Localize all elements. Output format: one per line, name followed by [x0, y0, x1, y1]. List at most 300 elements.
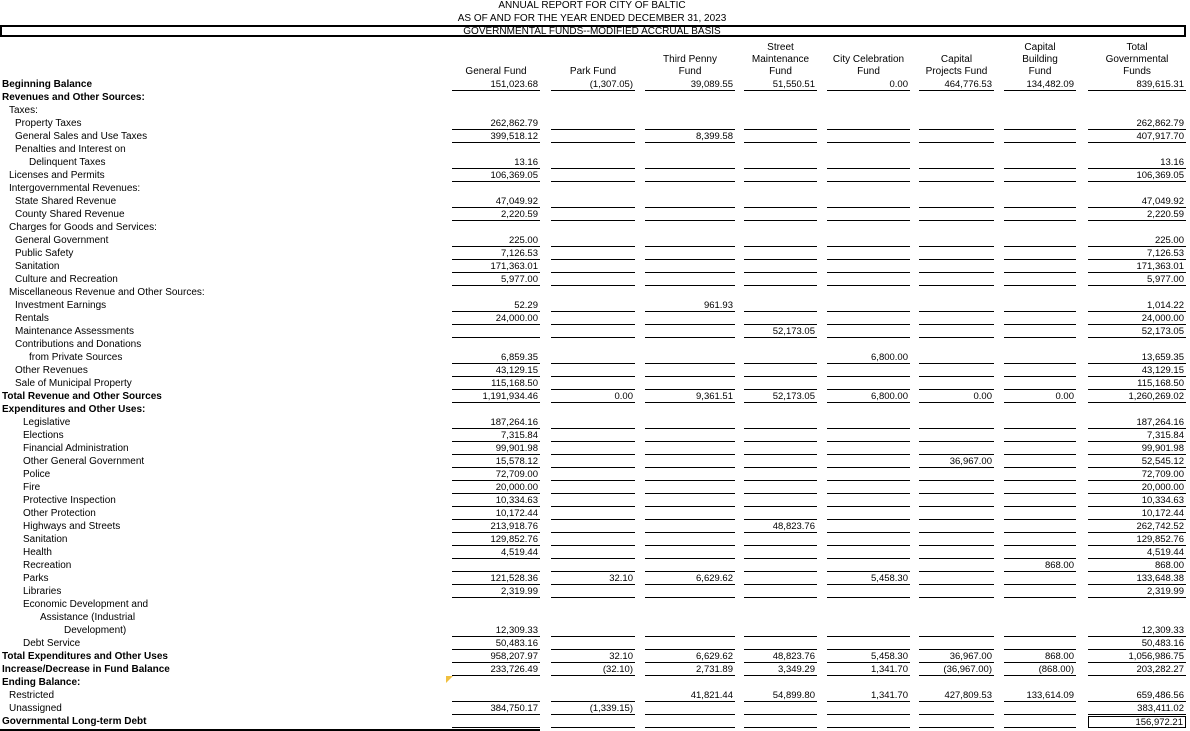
value-cell [645, 534, 735, 546]
column-header-line: Fund [1028, 66, 1052, 77]
value-cell [827, 560, 910, 572]
value-cell [919, 573, 994, 585]
value-cell: 0.00 [551, 391, 635, 403]
value-cell: (1,307.05) [551, 79, 635, 91]
value-cell [1004, 703, 1076, 715]
value-cell [827, 417, 910, 429]
value-cell [827, 313, 910, 325]
value-cell: 225.00 [1088, 235, 1186, 247]
value-cell [827, 716, 910, 728]
value-cell [827, 508, 910, 520]
value-cell: 7,126.53 [452, 248, 540, 260]
row-label: Public Safety [15, 248, 74, 259]
value-cell [551, 378, 635, 390]
value-cell: 6,629.62 [645, 651, 735, 663]
row-label: Intergovernmental Revenues: [9, 183, 141, 194]
row-label: Culture and Recreation [15, 274, 118, 285]
value-cell: 47,049.92 [452, 196, 540, 208]
value-cell: 399,518.12 [452, 131, 540, 143]
row-label: Other Revenues [15, 365, 88, 376]
value-cell [827, 625, 910, 637]
value-cell [919, 430, 994, 442]
value-cell [827, 430, 910, 442]
value-cell [551, 716, 635, 728]
value-cell [827, 365, 910, 377]
value-cell [744, 534, 817, 546]
value-cell [645, 508, 735, 520]
column-header-line: Building [1022, 54, 1058, 65]
value-cell [919, 365, 994, 377]
value-cell: 54,899.80 [744, 690, 817, 702]
value-cell [645, 469, 735, 481]
value-cell [645, 170, 735, 182]
value-cell [919, 547, 994, 559]
value-cell [645, 417, 735, 429]
value-cell [827, 196, 910, 208]
value-cell: 43,129.15 [1088, 365, 1186, 377]
value-cell: 171,363.01 [1088, 261, 1186, 273]
row-label: Highways and Streets [23, 521, 121, 532]
value-cell: 115,168.50 [1088, 378, 1186, 390]
value-cell [1004, 378, 1076, 390]
value-cell [1004, 235, 1076, 247]
value-cell [1004, 573, 1076, 585]
value-cell [919, 170, 994, 182]
value-cell [551, 625, 635, 637]
value-cell: 24,000.00 [1088, 313, 1186, 325]
column-header-line: Street [767, 42, 794, 53]
value-cell: 36,967.00 [919, 651, 994, 663]
value-cell: 262,862.79 [452, 118, 540, 130]
row-label: Debt Service [23, 638, 81, 649]
value-cell: 13,659.35 [1088, 352, 1186, 364]
row-label: Miscellaneous Revenue and Other Sources: [9, 287, 205, 298]
value-cell: 0.00 [919, 391, 994, 403]
value-cell [919, 300, 994, 312]
row-label: Restricted [9, 690, 55, 701]
value-cell [551, 235, 635, 247]
value-cell: 383,411.02 [1088, 703, 1186, 715]
value-cell: (1,339.15) [551, 703, 635, 715]
value-cell: 32.10 [551, 651, 635, 663]
value-cell [1004, 495, 1076, 507]
value-cell [645, 118, 735, 130]
value-cell [645, 196, 735, 208]
value-cell [452, 560, 540, 572]
value-cell [919, 196, 994, 208]
value-cell [744, 443, 817, 455]
value-cell: 72,709.00 [452, 469, 540, 481]
value-cell [744, 365, 817, 377]
row-label: Charges for Goods and Services: [9, 222, 157, 233]
row-label: Protective Inspection [23, 495, 116, 506]
value-cell: 20,000.00 [452, 482, 540, 494]
row-label: Total Revenue and Other Sources [2, 391, 162, 402]
value-cell [645, 547, 735, 559]
value-cell [919, 131, 994, 143]
row-label: Assistance (Industrial [40, 612, 136, 623]
value-cell: 1,014.22 [1088, 300, 1186, 312]
row-label: Property Taxes [15, 118, 82, 129]
row-label: Libraries [23, 586, 62, 597]
value-cell [919, 157, 994, 169]
row-label: Elections [23, 430, 64, 441]
value-cell [744, 560, 817, 572]
column-header [452, 66, 540, 78]
row-label: Total Expenditures and Other Uses [2, 651, 168, 662]
row-label: General Sales and Use Taxes [15, 131, 148, 142]
row-label: Economic Development and [23, 599, 149, 610]
value-cell [551, 638, 635, 650]
value-cell: 52,173.05 [744, 391, 817, 403]
row-label: Parks [23, 573, 49, 584]
value-cell [744, 248, 817, 260]
value-cell: 48,823.76 [744, 651, 817, 663]
value-cell [919, 417, 994, 429]
value-cell [919, 326, 994, 338]
value-cell: 133,614.09 [1004, 690, 1076, 702]
value-cell: 2,319.99 [452, 586, 540, 598]
value-cell [744, 508, 817, 520]
value-cell: 233,726.49 [452, 664, 540, 676]
value-cell [919, 352, 994, 364]
value-cell [827, 209, 910, 221]
value-cell [1004, 430, 1076, 442]
value-cell [919, 378, 994, 390]
value-cell [645, 560, 735, 572]
value-cell: 262,742.52 [1088, 521, 1186, 533]
value-cell [551, 547, 635, 559]
value-cell [744, 378, 817, 390]
value-cell: 20,000.00 [1088, 482, 1186, 494]
column-header [645, 54, 735, 78]
value-cell [827, 300, 910, 312]
value-cell [645, 378, 735, 390]
value-cell [645, 157, 735, 169]
value-cell [1004, 118, 1076, 130]
row-label: Sanitation [15, 261, 60, 272]
value-cell [919, 521, 994, 533]
row-label: Police [23, 469, 51, 480]
value-cell: 32.10 [551, 573, 635, 585]
value-cell [919, 482, 994, 494]
row-label: Sale of Municipal Property [15, 378, 132, 389]
value-cell [1004, 157, 1076, 169]
value-cell: 10,334.63 [1088, 495, 1186, 507]
value-cell: 868.00 [1088, 560, 1186, 572]
value-cell: 10,334.63 [452, 495, 540, 507]
value-cell [1004, 417, 1076, 429]
value-cell [744, 716, 817, 728]
row-label: County Shared Revenue [15, 209, 125, 220]
value-cell [551, 534, 635, 546]
value-cell [1004, 209, 1076, 221]
value-cell: 1,341.70 [827, 690, 910, 702]
value-cell [645, 365, 735, 377]
column-header-line: Total [1126, 42, 1148, 53]
value-cell [551, 495, 635, 507]
value-cell [645, 352, 735, 364]
value-cell: 1,341.70 [827, 664, 910, 676]
column-header-line: Projects Fund [925, 66, 988, 77]
value-cell: 4,519.44 [452, 547, 540, 559]
value-cell [744, 417, 817, 429]
value-cell [645, 456, 735, 468]
value-cell [551, 560, 635, 572]
value-cell [645, 326, 735, 338]
row-label: Maintenance Assessments [15, 326, 134, 337]
value-cell [1004, 326, 1076, 338]
value-cell: 2,319.99 [1088, 586, 1186, 598]
column-header-line: Fund [678, 66, 702, 77]
value-cell [551, 261, 635, 273]
value-cell: 3,349.29 [744, 664, 817, 676]
value-cell [744, 625, 817, 637]
value-cell [551, 417, 635, 429]
value-cell: (36,967.00) [919, 664, 994, 676]
row-label: Financial Administration [23, 443, 129, 454]
value-cell [551, 456, 635, 468]
row-label: Development) [64, 625, 127, 636]
value-cell: 659,486.56 [1088, 690, 1186, 702]
value-cell: 41,821.44 [645, 690, 735, 702]
value-cell [1004, 547, 1076, 559]
value-cell: 1,056,986.75 [1088, 651, 1186, 663]
value-cell [919, 638, 994, 650]
value-cell [827, 456, 910, 468]
column-header-line: City Celebration [832, 54, 905, 65]
value-cell [744, 703, 817, 715]
value-cell [919, 443, 994, 455]
column-header [744, 42, 817, 78]
column-header-line: Capital [940, 54, 973, 65]
value-cell [744, 235, 817, 247]
value-cell: 151,023.68 [452, 79, 540, 91]
value-cell: 187,264.16 [452, 417, 540, 429]
value-cell: 464,776.53 [919, 79, 994, 91]
row-label: Unassigned [9, 703, 62, 714]
value-cell: 4,519.44 [1088, 547, 1186, 559]
value-cell [1004, 248, 1076, 260]
value-cell [744, 495, 817, 507]
row-label: Fire [23, 482, 41, 493]
value-cell [919, 118, 994, 130]
value-cell: 958,207.97 [452, 651, 540, 663]
value-cell: 12,309.33 [452, 625, 540, 637]
value-cell [744, 313, 817, 325]
value-cell: 225.00 [452, 235, 540, 247]
value-cell [645, 716, 735, 728]
value-cell [551, 430, 635, 442]
value-cell [744, 352, 817, 364]
value-cell [919, 495, 994, 507]
column-header-line: Fund [769, 66, 792, 77]
value-cell: 13.16 [452, 157, 540, 169]
column-header-line: Park Fund [569, 66, 617, 77]
value-cell [827, 482, 910, 494]
value-cell: 50,483.16 [452, 638, 540, 650]
column-header-line: General Fund [465, 66, 527, 77]
value-cell: 5,458.30 [827, 651, 910, 663]
value-cell [645, 248, 735, 260]
value-cell: 203,282.27 [1088, 664, 1186, 676]
report-period: AS OF AND FOR THE YEAR ENDED DECEMBER 31, 2023 [457, 13, 727, 24]
value-cell: 0.00 [1004, 391, 1076, 403]
value-cell: 13.16 [1088, 157, 1186, 169]
value-cell [827, 235, 910, 247]
row-label: Investment Earnings [15, 300, 107, 311]
value-cell [827, 326, 910, 338]
value-cell [551, 118, 635, 130]
value-cell [645, 261, 735, 273]
value-cell [827, 170, 910, 182]
value-cell [919, 313, 994, 325]
column-header [551, 66, 635, 78]
comment-marker-icon [446, 676, 453, 683]
value-cell [1004, 443, 1076, 455]
value-cell: 213,918.76 [452, 521, 540, 533]
value-cell: 1,191,934.46 [452, 391, 540, 403]
value-cell [744, 170, 817, 182]
value-cell [827, 131, 910, 143]
row-label: Contributions and Donations [15, 339, 142, 350]
value-cell: 12,309.33 [1088, 625, 1186, 637]
value-cell: 24,000.00 [452, 313, 540, 325]
value-cell: 961.93 [645, 300, 735, 312]
value-cell [551, 469, 635, 481]
value-cell: 5,458.30 [827, 573, 910, 585]
column-header-line: Capital [1024, 42, 1056, 53]
value-cell: 2,731.89 [645, 664, 735, 676]
value-cell: 47,049.92 [1088, 196, 1186, 208]
value-cell: 839,615.31 [1088, 79, 1186, 91]
value-cell [551, 300, 635, 312]
value-cell [919, 274, 994, 286]
value-cell: 7,315.84 [452, 430, 540, 442]
value-cell [645, 235, 735, 247]
column-header-line: Maintenance [751, 54, 810, 65]
value-cell [551, 352, 635, 364]
value-cell: 6,800.00 [827, 352, 910, 364]
row-label: Delinquent Taxes [29, 157, 106, 168]
value-cell: 121,528.36 [452, 573, 540, 585]
column-header [919, 54, 994, 78]
value-cell: 52,173.05 [1088, 326, 1186, 338]
value-cell: 129,852.76 [452, 534, 540, 546]
value-cell [919, 560, 994, 572]
value-cell [919, 625, 994, 637]
value-cell [1004, 638, 1076, 650]
value-cell: 15,578.12 [452, 456, 540, 468]
value-cell: 48,823.76 [744, 521, 817, 533]
value-cell [645, 625, 735, 637]
value-cell [551, 248, 635, 260]
report-title: ANNUAL REPORT FOR CITY OF BALTIC [498, 0, 686, 11]
value-cell [1004, 352, 1076, 364]
value-cell [1004, 469, 1076, 481]
value-cell [744, 469, 817, 481]
value-cell: 99,901.98 [1088, 443, 1186, 455]
value-cell [827, 118, 910, 130]
value-cell: 5,977.00 [1088, 274, 1186, 286]
row-label: Other General Government [23, 456, 145, 467]
value-cell: 106,369.05 [452, 170, 540, 182]
row-label: Revenues and Other Sources: [2, 92, 145, 103]
value-cell [1004, 716, 1076, 728]
value-cell [919, 261, 994, 273]
row-label: Beginning Balance [2, 79, 93, 90]
value-cell [551, 521, 635, 533]
row-label: Legislative [23, 417, 71, 428]
report-basis: GOVERNMENTAL FUNDS--MODIFIED ACCRUAL BASIS [463, 26, 721, 37]
value-cell [827, 469, 910, 481]
value-cell [744, 547, 817, 559]
value-cell: 9,361.51 [645, 391, 735, 403]
value-cell [744, 430, 817, 442]
row-label: Governmental Long-term Debt [2, 716, 147, 727]
value-cell [551, 586, 635, 598]
value-cell: 115,168.50 [452, 378, 540, 390]
value-cell: 7,315.84 [1088, 430, 1186, 442]
value-cell [827, 534, 910, 546]
value-cell [645, 482, 735, 494]
value-cell [827, 703, 910, 715]
value-cell [551, 690, 635, 702]
value-cell [551, 313, 635, 325]
value-cell: 407,917.70 [1088, 131, 1186, 143]
value-cell: 51,550.51 [744, 79, 817, 91]
value-cell [1004, 456, 1076, 468]
row-label: Ending Balance: [2, 677, 81, 688]
value-cell: 39,089.55 [645, 79, 735, 91]
column-header [1088, 42, 1186, 78]
value-cell: 10,172.44 [452, 508, 540, 520]
value-cell [919, 248, 994, 260]
value-cell: (868.00) [1004, 664, 1076, 676]
row-label: Taxes: [9, 105, 38, 116]
row-label: Penalties and Interest on [15, 144, 126, 155]
value-cell [452, 716, 540, 728]
value-cell [744, 118, 817, 130]
row-label: Licenses and Permits [9, 170, 105, 181]
value-cell [551, 209, 635, 221]
value-cell: 6,800.00 [827, 391, 910, 403]
value-cell [1004, 274, 1076, 286]
value-cell [452, 690, 540, 702]
value-cell: 868.00 [1004, 651, 1076, 663]
value-cell: 171,363.01 [452, 261, 540, 273]
value-cell: (32.10) [551, 664, 635, 676]
value-cell [645, 443, 735, 455]
value-cell [744, 573, 817, 585]
value-cell [744, 482, 817, 494]
value-cell [452, 326, 540, 338]
value-cell [827, 248, 910, 260]
value-cell [551, 170, 635, 182]
value-cell [744, 196, 817, 208]
value-cell [919, 534, 994, 546]
row-label: State Shared Revenue [15, 196, 117, 207]
value-cell: 384,750.17 [452, 703, 540, 715]
value-cell [919, 469, 994, 481]
value-cell [827, 443, 910, 455]
value-cell: 8,399.58 [645, 131, 735, 143]
value-cell [1004, 196, 1076, 208]
value-cell: 72,709.00 [1088, 469, 1186, 481]
column-header [1004, 42, 1076, 78]
value-cell: 427,809.53 [919, 690, 994, 702]
value-cell [919, 703, 994, 715]
